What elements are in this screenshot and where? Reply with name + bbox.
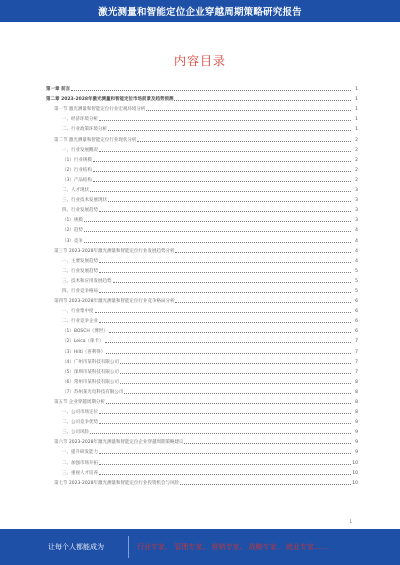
toc-entry-label: 一、主要发展趋势 xyxy=(62,258,98,264)
toc-entry[interactable] xyxy=(46,183,358,193)
toc-entry-page: 4 xyxy=(355,258,358,264)
toc-entry[interactable] xyxy=(46,264,358,274)
footer-slogan: 行业专家、 管理专家、 营销专家、 战略专家、 就业专家…… xyxy=(137,543,328,551)
toc-entry[interactable] xyxy=(46,173,358,183)
toc-entry[interactable] xyxy=(46,355,358,365)
toc-entry[interactable] xyxy=(46,153,358,163)
toc-leader-dots xyxy=(137,141,351,142)
report-title: 激光测量和智能定位企业穿越周期策略研究报告 xyxy=(98,7,302,18)
toc-leader-dots xyxy=(174,100,351,101)
toc-entry[interactable] xyxy=(46,435,358,445)
toc-entry[interactable] xyxy=(46,193,358,203)
toc-entry-page: 6 xyxy=(355,329,358,335)
toc-leader-dots xyxy=(90,433,351,434)
toc-entry[interactable] xyxy=(46,274,358,284)
toc-entry-page: 2 xyxy=(355,157,358,163)
toc-entry[interactable] xyxy=(46,304,358,314)
toc-leader-dots xyxy=(109,332,351,333)
footer-divider xyxy=(128,536,129,558)
toc-entry[interactable] xyxy=(46,294,358,304)
toc-entry-label: 第四节 2023-2028年激光测量和智能定位行业竞争格局分析 xyxy=(54,299,175,305)
toc-leader-dots xyxy=(71,90,351,91)
toc-leader-dots xyxy=(175,302,351,303)
toc-entry-page: 10 xyxy=(352,460,358,466)
toc-entry-label: （3）产品结构 xyxy=(62,177,92,183)
toc-leader-dots xyxy=(99,464,351,465)
toc-entry-page: 5 xyxy=(355,268,358,274)
toc-leader-dots xyxy=(93,181,351,182)
toc-leader-dots xyxy=(99,211,351,212)
toc-entry-label: 一、行业发展概况 xyxy=(62,147,98,153)
toc-entry-label: 一、经济环境分析 xyxy=(62,117,98,123)
toc-entry[interactable] xyxy=(46,223,358,233)
toc-leader-dots xyxy=(84,231,351,232)
toc-entry-page: 6 xyxy=(355,299,358,305)
toc-entry[interactable] xyxy=(46,233,358,243)
toc-entry-label: （3）Hilti（喜利得） xyxy=(62,349,106,355)
toc-entry[interactable] xyxy=(46,466,358,476)
toc-entry-page: 6 xyxy=(355,309,358,315)
toc-leader-dots xyxy=(146,110,351,111)
toc-entry[interactable] xyxy=(46,143,358,153)
toc-entry-page: 7 xyxy=(355,359,358,365)
toc-entry[interactable] xyxy=(46,122,358,132)
toc-leader-dots xyxy=(124,393,351,394)
toc-entry-page: 9 xyxy=(355,450,358,456)
toc-entry-label: （2）Leica（徕卡） xyxy=(62,339,104,345)
toc-leader-dots xyxy=(184,443,351,444)
toc-entry[interactable] xyxy=(46,365,358,375)
toc-leader-dots xyxy=(106,403,351,404)
toc-entry[interactable] xyxy=(46,244,358,254)
toc-entry-page: 2 xyxy=(355,167,358,173)
toc-entry-page: 1 xyxy=(355,117,358,123)
page-number: 1 xyxy=(349,519,352,524)
toc-entry-page: 4 xyxy=(355,228,358,234)
toc-entry-page: 5 xyxy=(355,288,358,294)
toc-entry-label: 四、行业竞争格局 xyxy=(62,288,98,294)
toc-entry-label: 二、行业竞争企业 xyxy=(62,319,98,325)
toc-entry[interactable] xyxy=(46,132,358,142)
toc-entry[interactable] xyxy=(46,112,358,122)
toc-entry[interactable] xyxy=(46,324,358,334)
toc-entry-page: 1 xyxy=(355,107,358,113)
toc-leader-dots xyxy=(120,383,351,384)
toc-entry-label: 二、人才现状 xyxy=(62,188,89,194)
toc-entry-page: 4 xyxy=(355,238,358,244)
toc-entry-label: （4）广州市某科技有限公司 xyxy=(62,359,119,365)
toc-entry-label: 第二章 2023-2028年激光测量和智能定位市场前景及趋势预测 xyxy=(46,97,174,103)
toc-leader-dots xyxy=(99,453,351,454)
toc-entry-page: 3 xyxy=(355,188,358,194)
footer-bar xyxy=(0,529,400,565)
toc-entry-label: 第六节 2023-2028年激光测量和智能定位企业穿越周期策略建议 xyxy=(54,440,184,446)
toc-entry-label: 三、行业技术发展现状 xyxy=(62,198,107,204)
toc-entry-label: 第七节 2023-2028年激光测量和智能定位行业投资机会与风险 xyxy=(54,480,179,486)
toc-entry-page: 10 xyxy=(352,470,358,476)
toc-leader-dots xyxy=(99,292,351,293)
toc-leader-dots xyxy=(99,262,351,263)
toc-leader-dots xyxy=(108,130,351,131)
toc-entry-page: 7 xyxy=(355,339,358,345)
toc-leader-dots xyxy=(99,322,351,323)
toc-entry[interactable] xyxy=(46,415,358,425)
toc-entry[interactable] xyxy=(46,455,358,465)
toc-entry-label: 第五节 企业穿越周期分析 xyxy=(54,400,105,405)
toc-leader-dots xyxy=(99,272,351,273)
toc-entry-label: 三、技术和应用发展趋势 xyxy=(62,278,112,284)
toc-entry[interactable] xyxy=(46,395,358,405)
toc-entry-page: 6 xyxy=(355,319,358,325)
toc-entry-page: 1 xyxy=(355,127,358,133)
toc-heading: 内容目录 xyxy=(173,54,226,68)
toc-entry[interactable] xyxy=(46,254,358,264)
toc-entry-label: （7）苏州某光电科技有限公司 xyxy=(62,389,124,395)
toc-entry[interactable] xyxy=(46,334,358,344)
toc-entry[interactable] xyxy=(46,284,358,294)
toc-leader-dots xyxy=(99,120,351,121)
toc-entry-page: 8 xyxy=(355,410,358,416)
toc-entry-page: 9 xyxy=(355,440,358,446)
toc-leader-dots xyxy=(84,242,351,243)
toc-entry-label: 三、公司风险 xyxy=(62,430,89,436)
toc-entry-label: 二、行业发展趋势 xyxy=(62,268,98,274)
toc-entry-label: 一、公司市场定位 xyxy=(62,410,98,416)
toc-entry-label: 三、重视人才培养 xyxy=(62,470,98,476)
toc-entry[interactable] xyxy=(46,476,358,486)
toc-entry-label: （3）竞争 xyxy=(62,238,83,244)
toc-entry-page: 3 xyxy=(355,198,358,204)
toc-entry-label: 二、行业政策环境分析 xyxy=(62,127,107,133)
toc-entry-label: 一、行业集中度 xyxy=(62,309,94,315)
footer-brand-text: 让每个人都能成为 xyxy=(48,543,104,551)
toc-leader-dots xyxy=(84,221,351,222)
toc-entry-page: 2 xyxy=(355,177,358,183)
toc-entry-page: 2 xyxy=(355,137,358,143)
toc-entry-label: 四、行业发展趋势 xyxy=(62,208,98,214)
toc-leader-dots xyxy=(99,474,351,475)
toc-entry-page: 10 xyxy=(352,480,358,486)
toc-leader-dots xyxy=(93,161,351,162)
toc-entry-label: 一、提升研发能力 xyxy=(62,450,98,456)
toc-entry-label: （2）趋势 xyxy=(62,228,83,234)
toc-entry-page: 8 xyxy=(355,389,358,395)
toc-entry[interactable] xyxy=(46,445,358,455)
toc-leader-dots xyxy=(113,282,352,283)
toc-entry-label: （1）BOSCH（博世） xyxy=(62,329,108,335)
toc-leader-dots xyxy=(175,252,351,253)
toc-entry[interactable] xyxy=(46,425,358,435)
toc-entry-label: （5）深圳市某科技有限公司 xyxy=(62,369,119,375)
toc-entry[interactable] xyxy=(46,344,358,354)
toc-entry[interactable] xyxy=(46,385,358,395)
toc-leader-dots xyxy=(105,342,351,343)
toc-leader-dots xyxy=(120,373,351,374)
toc-entry-page: 9 xyxy=(355,420,358,426)
toc-entry[interactable] xyxy=(46,314,358,324)
toc-leader-dots xyxy=(99,423,351,424)
toc-entry-label: 第一章 前言 xyxy=(46,87,71,93)
toc-entry-page: 5 xyxy=(355,278,358,284)
toc-entry-page: 3 xyxy=(355,218,358,224)
toc-entry-label: 二、加强市场开拓 xyxy=(62,460,98,466)
toc-leader-dots xyxy=(108,201,351,202)
toc-entry[interactable] xyxy=(46,102,358,112)
toc-entry-page: 1 xyxy=(355,87,358,93)
toc-entry-label: （1）行业规模 xyxy=(62,157,92,163)
toc-entry-label: 二、公司竞争优势 xyxy=(62,420,98,426)
toc-leader-dots xyxy=(106,353,351,354)
toc-entry-page: 7 xyxy=(355,369,358,375)
toc-entry[interactable] xyxy=(46,92,358,102)
toc-entry-page: 7 xyxy=(355,349,358,355)
toc-leader-dots xyxy=(90,191,351,192)
toc-entry-label: 第一节 激光测量和智能定位行业宏观环境分析 xyxy=(54,107,146,113)
toc-entry[interactable] xyxy=(46,213,358,223)
toc-entry[interactable] xyxy=(46,82,358,92)
toc-entry[interactable] xyxy=(46,203,358,213)
toc-leader-dots xyxy=(180,484,351,485)
toc-entry-page: 4 xyxy=(355,248,358,254)
toc-entry[interactable] xyxy=(46,375,358,385)
toc-entry-label: （6）常州市某科技有限公司 xyxy=(62,379,119,385)
toc-entry-page: 9 xyxy=(355,430,358,436)
toc-entry-label: （2）行业结构 xyxy=(62,167,92,173)
toc-entry[interactable] xyxy=(46,163,358,173)
toc-entry-page: 2 xyxy=(355,147,358,153)
table-of-contents xyxy=(46,82,358,486)
report-header-bar xyxy=(0,0,400,22)
toc-entry-page: 3 xyxy=(355,208,358,214)
toc-leader-dots xyxy=(99,151,351,152)
toc-entry-page: 8 xyxy=(355,379,358,385)
toc-entry-page: 1 xyxy=(355,97,358,103)
toc-entry-label: 第二节 激光测量和智能定位行业现状分析 xyxy=(54,137,137,143)
toc-entry-label: （1）规模 xyxy=(62,218,83,224)
toc-entry-label: 第三节 2023-2028年激光测量和智能定位行业发展趋势分析 xyxy=(54,248,175,254)
toc-leader-dots xyxy=(95,312,352,313)
toc-leader-dots xyxy=(99,413,351,414)
toc-entry-page: 8 xyxy=(355,400,358,405)
toc-leader-dots xyxy=(93,171,351,172)
toc-entry[interactable] xyxy=(46,405,358,415)
toc-leader-dots xyxy=(120,363,351,364)
